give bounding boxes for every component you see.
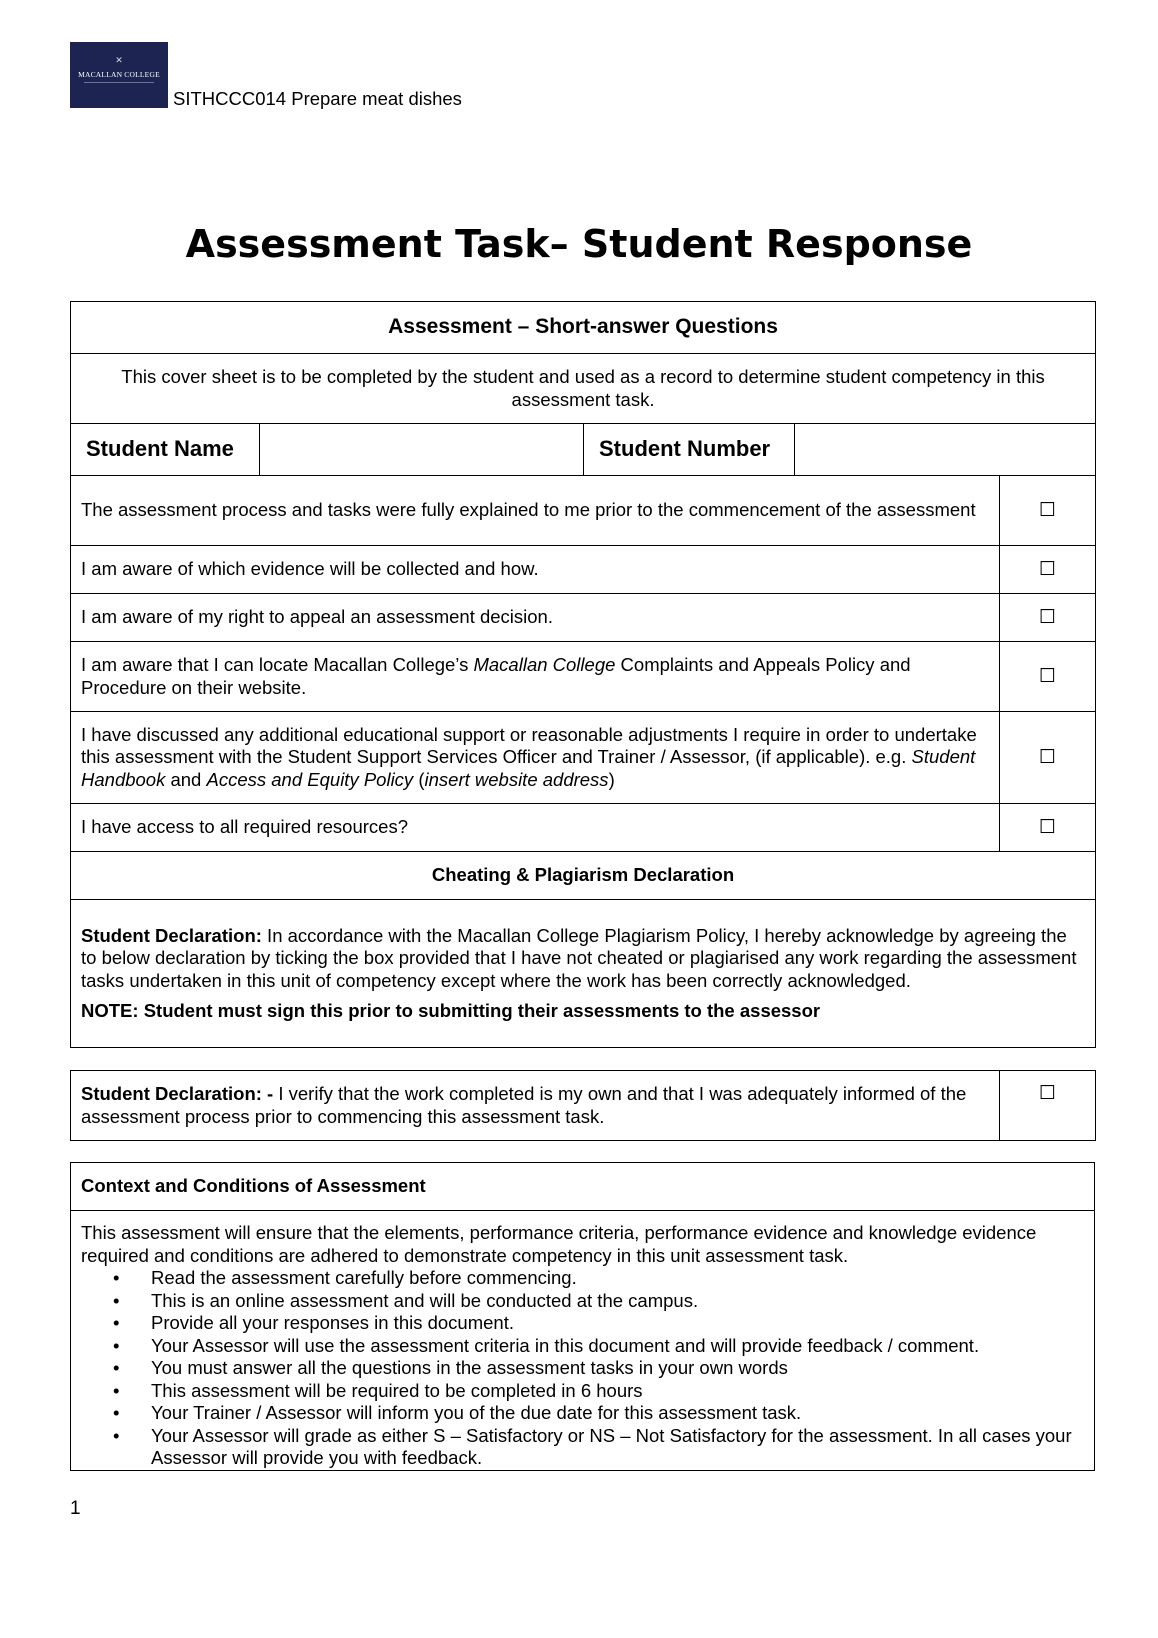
- student-number-field[interactable]: [795, 424, 1096, 476]
- list-item: • Your Assessor will use the assessment criteria in this document and will provide feedback / comment.: [151, 1335, 1084, 1358]
- page-title: Assessment Task– Student Response: [185, 222, 973, 266]
- statement-support: I have discussed any additional educational support or reasonable adjustments I require in order to undertake this assessment with the Student Support Services Officer and Trainer / Assessor, (if applicable). e.g. Student Handbook and Access and Equity Policy (insert website address): [71, 712, 1000, 804]
- context-heading: Context and Conditions of Assessment: [71, 1163, 1095, 1211]
- statement-explained: The assessment process and tasks were fully explained to me prior to the commencement of the assessment: [71, 476, 1000, 546]
- list-item: • Your Assessor will grade as either S – Satisfactory or NS – Not Satisfactory for the assessment. In all cases your Assessor will provide you with feedback.: [151, 1425, 1084, 1470]
- context-intro: This assessment will ensure that the elements, performance criteria, performance evidence and knowledge evidence required and conditions are adhered to demonstrate competency in this unit assessment task.: [81, 1222, 1037, 1266]
- declaration-label: Student Declaration:: [81, 924, 262, 946]
- checkbox-resources[interactable]: ☐: [1000, 804, 1096, 852]
- cheating-heading: Cheating & Plagiarism Declaration: [71, 852, 1096, 900]
- verification-table: [70, 1070, 1096, 1141]
- statement-resources: I have access to all required resources?: [71, 804, 1000, 852]
- checkbox-complaints-policy[interactable]: ☐: [1000, 642, 1096, 712]
- section-heading: Assessment – Short-answer Questions: [71, 302, 1096, 354]
- list-item: • This is an online assessment and will be conducted at the campus.: [151, 1290, 1084, 1313]
- statement-complaints-policy: I am aware that I can locate Macallan College’s Macallan College Complaints and Appeals Policy and Procedure on their website.: [71, 642, 1000, 712]
- verification-label: Student Declaration: -: [81, 1083, 274, 1104]
- student-number-label: Student Number: [584, 424, 795, 476]
- verification-statement: Student Declaration: - I verify that the work completed is my own and that I was adequately informed of the assessment process prior to commencing this assessment task.: [71, 1071, 1000, 1141]
- logo-text: MACALLAN COLLEGE: [78, 70, 160, 79]
- plagiarism-declaration: [71, 900, 1096, 1048]
- checkbox-verification[interactable]: ☐: [1000, 1071, 1096, 1141]
- checkbox-evidence[interactable]: ☐: [1000, 546, 1096, 594]
- statement-appeal: I am aware of my right to appeal an assessment decision.: [71, 594, 1000, 642]
- page-number: 1: [70, 1498, 81, 1519]
- list-item: • Read the assessment carefully before commencing.: [151, 1267, 1084, 1290]
- context-body: [71, 1211, 1095, 1471]
- context-table: [70, 1162, 1095, 1471]
- unit-title: SITHCCC014 Prepare meat dishes: [173, 88, 462, 109]
- checkbox-explained[interactable]: ☐: [1000, 476, 1096, 546]
- college-logo: [70, 42, 168, 108]
- crest-icon: ✕: [115, 55, 123, 65]
- list-item: • Provide all your responses in this document.: [151, 1312, 1084, 1335]
- student-name-field[interactable]: [260, 424, 584, 476]
- list-item: • Your Trainer / Assessor will inform you of the due date for this assessment task.: [151, 1402, 1084, 1425]
- cover-note: This cover sheet is to be completed by the student and used as a record to determine student competency in this assessment task.: [71, 354, 1096, 424]
- conditions-list: [81, 1267, 1084, 1470]
- assessment-cover-table: [70, 301, 1096, 1048]
- declaration-text: In accordance with the Macallan College Plagiarism Policy, I hereby acknowledge by agreeing the to below declaration by ticking the box provided that I have not cheated or plagiarised any work regarding the assessment tasks undertaken in this unit of competency except where the work has been correctly acknowledged.: [81, 924, 1077, 991]
- declaration-note: NOTE: Student must sign this prior to submitting their assessments to the assessor: [81, 1000, 821, 1021]
- list-item: • You must answer all the questions in the assessment tasks in your own words: [151, 1357, 1084, 1380]
- checkbox-support[interactable]: ☐: [1000, 712, 1096, 804]
- statement-evidence: I am aware of which evidence will be collected and how.: [71, 546, 1000, 594]
- checkbox-appeal[interactable]: ☐: [1000, 594, 1096, 642]
- student-name-label: Student Name: [71, 424, 260, 476]
- list-item: • This assessment will be required to be completed in 6 hours: [151, 1380, 1084, 1403]
